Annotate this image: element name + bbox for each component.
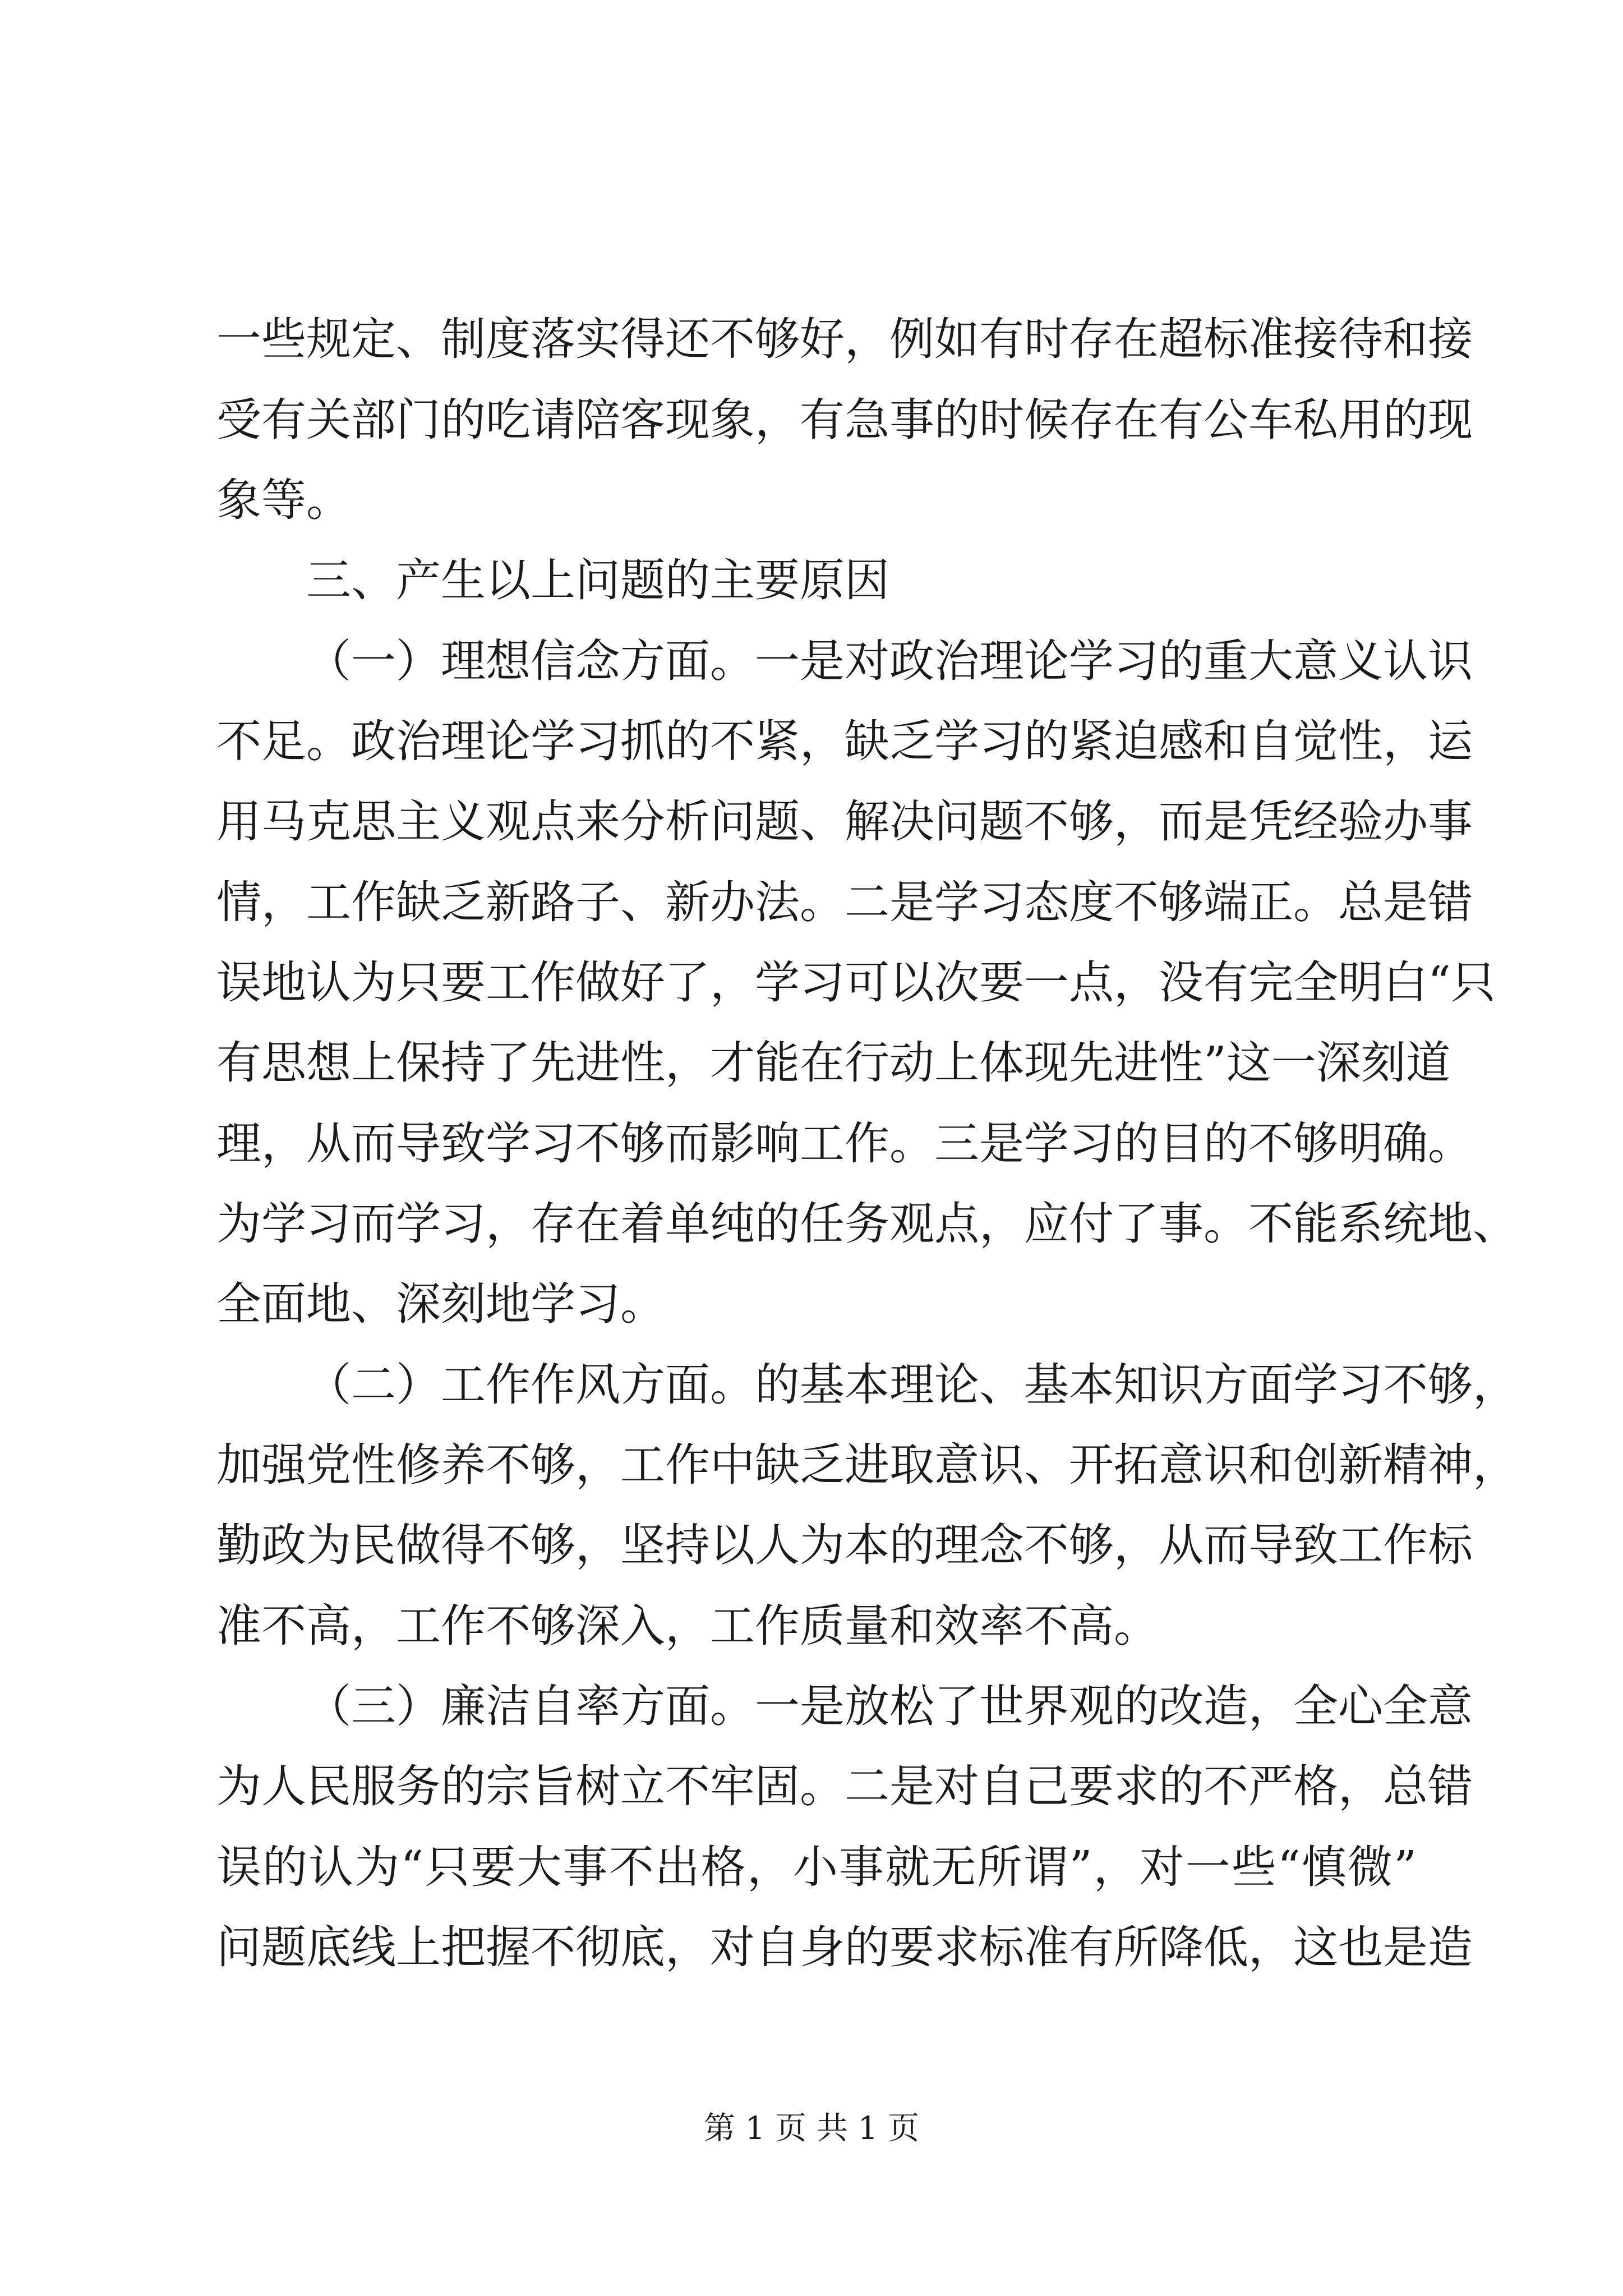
paragraph-line: 误地认为只要工作做好了，学习可以次要一点，没有完全明白“只 [216, 956, 1496, 1009]
section-heading: 三、产生以上问题的主要原因 [306, 554, 889, 606]
page-footer: 第 1 页 共 1 页 [703, 2110, 920, 2147]
paragraph-line: 理，从而导致学习不够而影响工作。三是学习的目的不够明确。 [216, 1117, 1473, 1170]
paragraph-line: 不足。政治理论学习抓的不紧，缺乏学习的紧迫感和自觉性，运 [216, 715, 1473, 767]
paragraph-line: （二）工作作风方面。的基本理论、基本知识方面学习不够， [306, 1359, 1518, 1411]
paragraph-line: 用马克思主义观点来分析问题、解决问题不够，而是凭经验办事 [216, 795, 1473, 848]
paragraph-line: （三）廉洁自率方面。一是放松了世界观的改造，全心全意 [306, 1680, 1473, 1732]
paragraph-line: 问题底线上把握不彻底，对自身的要求标准有所降低，这也是造 [216, 1921, 1473, 1973]
paragraph-line: 受有关部门的吃请陪客现象，有急事的时候存在有公车私用的现 [216, 394, 1473, 446]
paragraph-line: 一些规定、制度落实得还不够好，例如有时存在超标准接待和接 [216, 313, 1473, 365]
paragraph-line: 勤政为民做得不够，坚持以人为本的理念不够，从而导致工作标 [216, 1519, 1473, 1571]
paragraph-line: 加强党性修养不够，工作中缺乏进取意识、开拓意识和创新精神， [216, 1439, 1518, 1491]
paragraph-line: 全面地、深刻地学习。 [216, 1278, 665, 1330]
paragraph-line: 误的认为“只要大事不出格，小事就无所谓”，对一些“慎微” [216, 1841, 1417, 1893]
paragraph-line: 准不高，工作不够深入，工作质量和效率不高。 [216, 1600, 1159, 1652]
paragraph-line: （一）理想信念方面。一是对政治理论学习的重大意义认识 [306, 635, 1473, 687]
paragraph-line: 为学习而学习，存在着单纯的任务观点，应付了事。不能系统地、 [216, 1198, 1518, 1250]
paragraph-line: 为人民服务的宗旨树立不牢固。二是对自己要求的不严格，总错 [216, 1760, 1473, 1812]
paragraph-line: 象等。 [216, 474, 351, 526]
paragraph-line: 有思想上保持了先进性，才能在行动上体现先进性”这一深刻道 [216, 1037, 1451, 1089]
paragraph-line: 情，工作缺乏新路子、新办法。二是学习态度不够端正。总是错 [216, 876, 1473, 928]
